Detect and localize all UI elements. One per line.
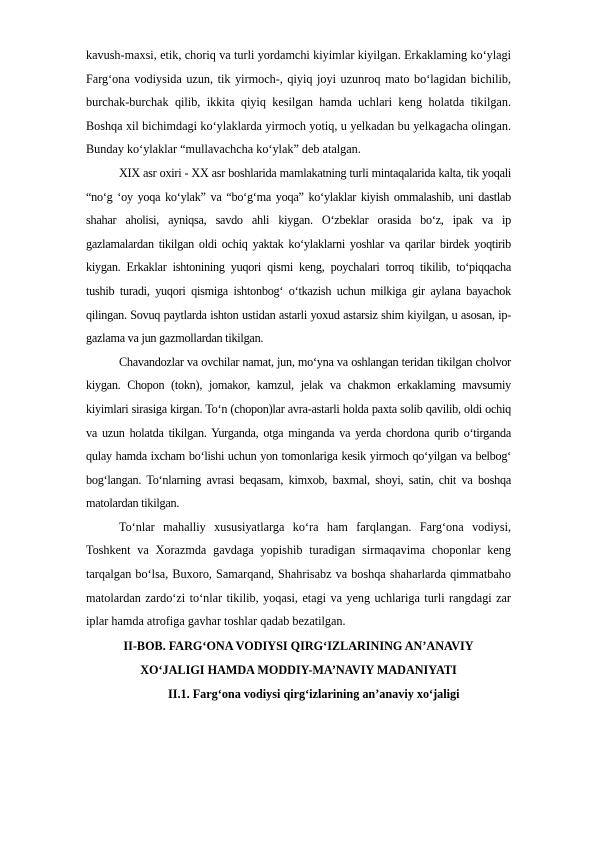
chapter-heading-line-1: II-BOB. FARG‘ONA VODIYSI QIRG‘IZLARINING AN’ANAVIY xyxy=(123,638,474,653)
paragraph-4: To‘nlar mahalliy xususiyatlarga ko‘ra ham farqlangan. Farg‘ona vodiysi, Toshkent va Xorazmda gavdaga yopishib turadigan sirmaqavima choponlar keng tarqalgan bo‘lsa, Buxoro, Samarqand, Shahrisabz va boshqa shaharlarda qimmatbaho matolardan zardo‘zi to‘nlar tikilib, yoqasi, etagi va yeng uchlariga turli rangdagi zar iplar hamda atrofiga gavhar toshlar qadab bezatilgan. xyxy=(86,519,511,629)
section-heading: II.1. Farg‘ona vodiysi qirg‘izlarining an’anaviy xo‘jaligi xyxy=(168,686,460,701)
body-text xyxy=(86,44,511,706)
paragraph-1: kavush-maxsi, etik, choriq va turli yordamchi kiyimlar kiyilgan. Erkaklaming ko‘ylagi Farg‘ona vodiysida uzun, tik yirmoch-, qiyiq joyi uzunroq mato bo‘lagidan bichilib, burchak-burchak qilib, ikkita qiyiq kesilgan hamda uchlari keng holatda tikilgan. Boshqa xil bichimdagi ko‘ylaklarda yirmoch yotiq, u yelkadan bu yelkagacha olingan. Bunday ko‘ylaklar “mullavachcha ko‘ylak” deb atalgan. xyxy=(86,48,511,157)
paragraph-2: XIX asr oxiri - XX asr boshlarida mamlakatning turli mintaqalarida kalta, tik yoqali “no‘g ‘oy yoqa ko‘ylak” va “bo‘g‘ma yoqa” ko‘ylaklar kiyish ommalashib, uni dastlab shahar aholisi, ayniqsa, savdo ahli kiygan. O‘zbeklar orasida bo‘z, ipak va ip gazlamalardan tikilgan oldi ochiq yaktak ko‘ylaklarni yoshlar va qarilar birdek yoqtirib kiygan. Erkaklar ishtonining yuqori qismi keng, poychalari torroq tikilib, to‘piqqacha tushib turadi, yuqori qismiga ishtonbog‘ o‘tkazish uchun milkiga gir aylana bayachok qilingan. Sovuq paytlarda ishton ustidan astarli yoxud astarsiz shim kiyilgan, u asosan, ip-gazlama va jun gazmollardan tikilgan. xyxy=(86,165,511,346)
chapter-heading-line-2: XO‘JALIGI HAMDA MODDIY-MA’NAVIY MADANIYATI xyxy=(140,662,457,677)
paragraph-3: Chavandozlar va ovchilar namat, jun, mo‘yna va oshlangan teridan tikilgan cholvor kiygan. Chopon (tokn), jomakor, kamzul, jelak va chakmon erkaklaming mavsumiy kiyimlari sirasiga kirgan. To‘n (chopon)lar avra-astarli holda paxta solib qavilib, oldi ochiq va uzun holatda tikilgan. Yurganda, otga minganda va yerda chordona qurib o‘tirganda qulay hamda ixcham bo‘lishi uchun yon tomonlariga kesik yirmoch qo‘yilgan va belbog‘ bog‘langan. To‘nlarning avrasi beqasam, kimxob, baxmal, shoyi, satin, chit va boshqa matolardan tikilgan. xyxy=(86,354,511,511)
